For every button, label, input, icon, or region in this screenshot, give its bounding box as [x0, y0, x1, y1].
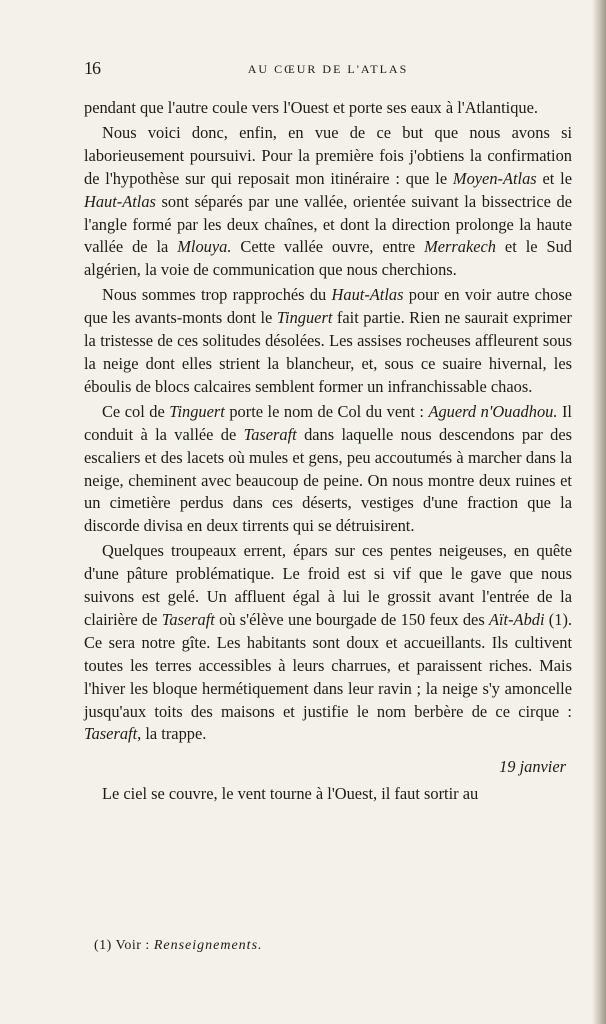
paragraph — [84, 284, 572, 399]
diary-date: 19 janvier — [499, 757, 566, 777]
text-run: pour en voir autre chose que les avants-monts dont le — [84, 285, 572, 328]
italic-term: Taseraft — [84, 724, 138, 744]
italic-term: Merrakech — [424, 237, 496, 257]
italic-term: Aït-Abdi — [488, 609, 545, 629]
text-run: sont séparés par une vallée, orientée suivant la bissectrice de l'angle formé par les deux chaînes, et dont la direction prolonge la haute vallée de la — [84, 191, 572, 257]
paragraph — [84, 97, 572, 120]
text-run: dans laquelle nous descendons par des escaliers et des lacets où mules et gens, peu accoutumés à marcher dans la neige, cheminent avec beaucoup de peine. On nous montre deux ruines et un cimetière perdus dans ces déserts, vestiges d'une fraction que la discorde divisa en deux tirrents qui se détruisirent. — [84, 424, 572, 536]
italic-term: Mlouya. — [177, 237, 232, 257]
text-run: Nous sommes trop rapprochés du — [102, 285, 332, 305]
text-run: porte le nom de Col du vent : — [224, 401, 429, 421]
italic-term: Taseraft — [161, 609, 215, 629]
page-edge-shadow — [592, 0, 606, 1024]
page-number: 16 — [84, 58, 100, 78]
paragraph — [84, 540, 572, 746]
text-run: , la trappe. — [137, 724, 207, 744]
italic-term: Moyen-Atlas — [452, 168, 537, 188]
text-run: Cette vallée ouvre, entre — [231, 237, 425, 257]
italic-term: Tinguert — [169, 401, 225, 421]
text-run: Quelques troupeaux errent, épars sur ces pentes neigeuses, en quête d'une pâture problématique. Le froid est si vif que le gave que nous suivons est gelé. Un affluent égal à lui le grossit avant l'entrée de la clairière de — [84, 541, 572, 629]
footnote — [94, 938, 564, 954]
page-header — [84, 58, 572, 80]
text-run: fait partie. Rien ne saurait exprimer la tristesse de ces solitudes désolées. Les assises rocheuses affleurent sous la neige dont elles strient la blancheur, et, sous ce suaire hivernal, les éboulis de blocs calcaires semblent former un infranchissable chaos. — [84, 308, 572, 396]
footnote-ref: Renseignements. — [153, 938, 263, 953]
running-head: AU CŒUR DE L'ATLAS — [247, 62, 409, 76]
italic-term: Tinguert — [276, 308, 333, 328]
paragraph — [84, 401, 572, 538]
body-text — [84, 97, 572, 806]
footnote-mark: (1) Voir : — [94, 938, 154, 953]
text-run: Il conduit à la vallée de — [84, 401, 572, 444]
paragraph: Le ciel se couvre, le vent tourne à l'Ouest, il faut sortir au — [102, 784, 479, 804]
italic-term: Haut-Atlas — [84, 191, 156, 211]
italic-term: Taseraft — [243, 424, 297, 444]
text-run: et le Sud algérien, la voie de communication que nous cherchions. — [84, 237, 572, 280]
italic-term: Haut-Atlas — [331, 285, 404, 305]
text-run: pendant que l'autre coule vers l'Ouest et porte ses eaux à l'Atlantique. — [84, 98, 538, 117]
paragraph — [84, 122, 572, 282]
text-run: et le — [536, 168, 572, 188]
paragraphs — [84, 97, 572, 746]
text-run: Ce col de — [102, 401, 170, 421]
text-run: Nous voici donc, enfin, en vue de ce but que nous avons si laborieusement poursuivi. Pour la première fois j'obtiens la confirmation de l'hypothèse sur qui reposait mon itinéraire : que le — [84, 122, 572, 188]
text-run: (1). Ce sera notre gîte. Les habitants sont doux et accueillants. Ils cultivent toutes les terres accessibles à leurs charrues, et paraissent riches. Mais l'hiver les bloque hermétiquement dans leur ravin ; la neige s'y amoncelle jusqu'aux toits des maisons et justifie le nom berbère de ce cirque : — [84, 609, 573, 721]
text-run: où s'élève une bourgade de 150 feux des — [214, 609, 489, 629]
italic-term: Aguerd n'Ouadhou. — [428, 401, 558, 421]
